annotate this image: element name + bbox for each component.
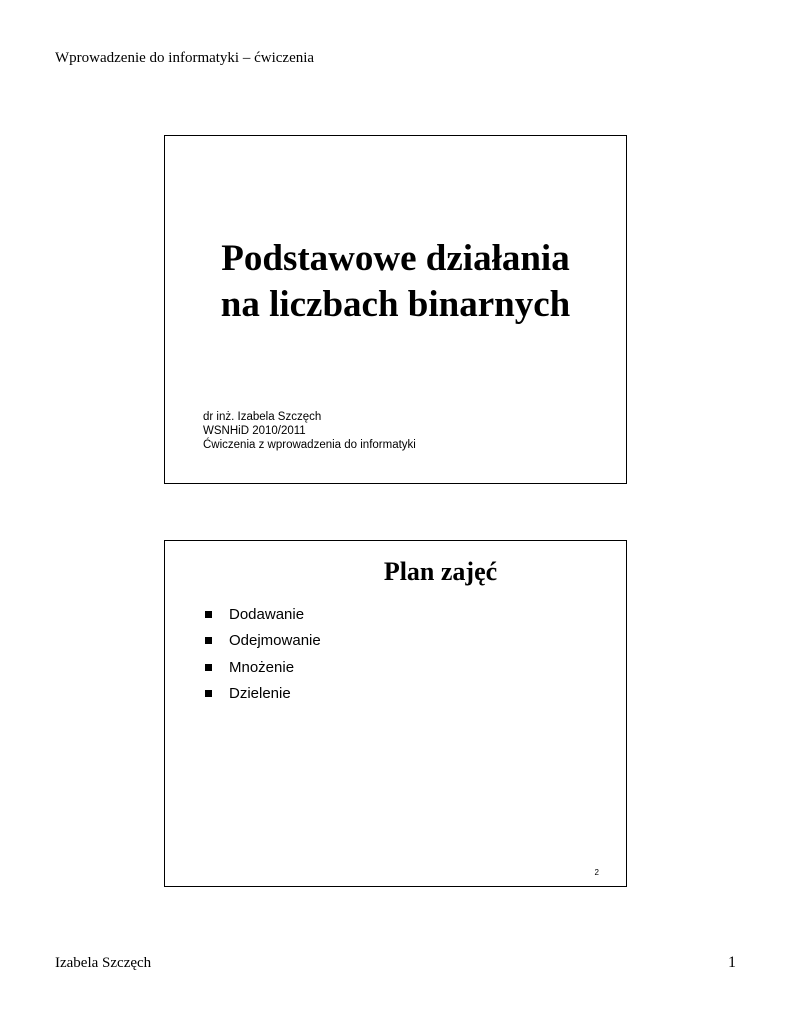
plan-slide — [164, 540, 627, 887]
slide-number: 2 — [594, 868, 599, 877]
footer-author: Izabela Szczęch — [55, 955, 152, 971]
list-item-label: Dodawanie — [229, 605, 305, 623]
bullet-square-icon — [205, 611, 212, 618]
plan-list — [205, 601, 321, 707]
slide-title-line-1: Podstawowe działania — [221, 238, 570, 279]
plan-title-text: Plan zajęć — [383, 557, 498, 586]
list-item-label: Dzielenie — [229, 685, 291, 703]
bullet-square-icon — [205, 690, 212, 697]
slide-author: dr inż. Izabela Szczęch — [203, 411, 322, 423]
list-item — [205, 654, 321, 681]
list-item-label: Odejmowanie — [229, 632, 321, 650]
title-slide — [164, 135, 627, 484]
page-header: Wprowadzenie do informatyki – ćwiczenia — [55, 50, 315, 66]
list-item — [205, 681, 321, 708]
list-item-label: Mnożenie — [229, 658, 295, 676]
plan-title — [165, 557, 626, 587]
slide-meta — [203, 410, 416, 452]
bullet-square-icon — [205, 637, 212, 644]
slide-title — [165, 236, 626, 328]
slide-course: Ćwiczenia z wprowadzenia do informatyki — [203, 439, 416, 451]
slide-title-line-2: na liczbach binarnych — [220, 284, 571, 325]
list-item — [205, 628, 321, 655]
bullet-square-icon — [205, 664, 212, 671]
list-item — [205, 601, 321, 628]
slide-institution: WSNHiD 2010/2011 — [203, 425, 306, 437]
page-number: 1 — [728, 954, 736, 971]
